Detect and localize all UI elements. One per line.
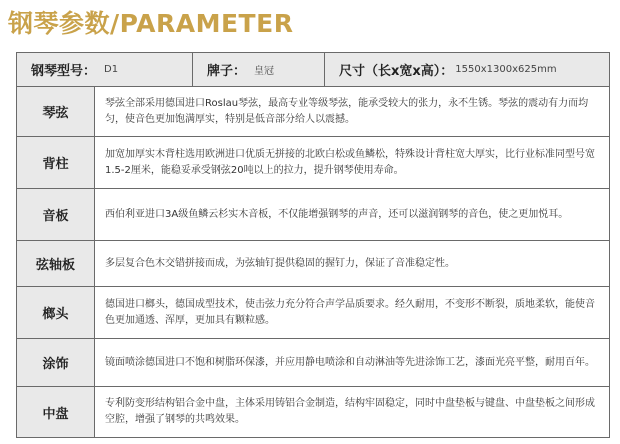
table-row [17, 87, 609, 137]
row-text: 德国进口榔头，德国成型技术，使击弦力充分符合声学品质要求。经久耐用，不变形不断裂，质地柔软，能使音色更加通透、浑厚，更加具有颗粒感。 [105, 298, 595, 326]
row-label: 中盘 [17, 387, 95, 437]
row-text: 专利防变形结构铝合金中盘，主体采用铸铝合金制造，结构牢固稳定，同时中盘垫板与键盘、中盘垫板之间形成空腔，增强了钢琴的共鸣效果。 [105, 398, 595, 425]
row-text: 多层复合色木交错拼接而成，为弦轴钉提供稳固的握钉力，保证了音准稳定性。 [105, 257, 455, 269]
page-title: 钢琴参数/PARAMETER [8, 9, 294, 38]
row-text: 琴弦全部采用德国进口Roslau琴弦，最高专业等级琴弦，能承受较大的张力，永不生锈。琴弦的震动有力而均匀，使音色更加饱满厚实，特别是低音部分给人以震撼。 [105, 97, 589, 125]
row-label: 弦轴板 [17, 241, 95, 286]
table-header [17, 53, 609, 87]
row-text: 加宽加厚实木背柱选用欧洲进口优质无拼接的北欧白松或鱼鳞松，特殊设计背柱宽大厚实，比行业标准同型号宽1.5-2厘米，能稳妥承受钢弦20吨以上的拉力，提升钢琴使用寿命。 [105, 148, 595, 176]
row-text: 西伯利亚进口3A级鱼鳞云杉实木音板，不仅能增强钢琴的声音，还可以滋润钢琴的音色，使之更加悦耳。 [105, 208, 569, 220]
brand-label: 牌子： [207, 64, 247, 79]
parameter-table [16, 52, 610, 438]
table-row [17, 137, 609, 189]
brand-cell [193, 53, 325, 86]
row-label: 榔头 [17, 287, 95, 338]
row-label: 音板 [17, 189, 95, 240]
model-label: 钢琴型号： [31, 64, 97, 79]
size-value: 1550x1300x625mm [455, 64, 557, 75]
table-row [17, 189, 609, 241]
row-text: 镜面喷涂德国进口不饱和树脂环保漆，并应用静电喷涂和自动淋油等先进涂饰工艺，漆面光亮平整，耐用百年。 [105, 356, 595, 368]
table-row [17, 241, 609, 287]
model-value: D1 [104, 64, 119, 75]
table-row [17, 339, 609, 387]
model-cell [17, 53, 193, 86]
row-label: 背柱 [17, 137, 95, 188]
size-label: 尺寸（长x宽x高）： [339, 64, 454, 79]
table-row [17, 387, 609, 437]
row-label: 涂饰 [17, 339, 95, 386]
row-label: 琴弦 [17, 87, 95, 136]
brand-value: 皇冠 [254, 66, 275, 77]
table-row [17, 287, 609, 339]
size-cell [325, 53, 609, 86]
